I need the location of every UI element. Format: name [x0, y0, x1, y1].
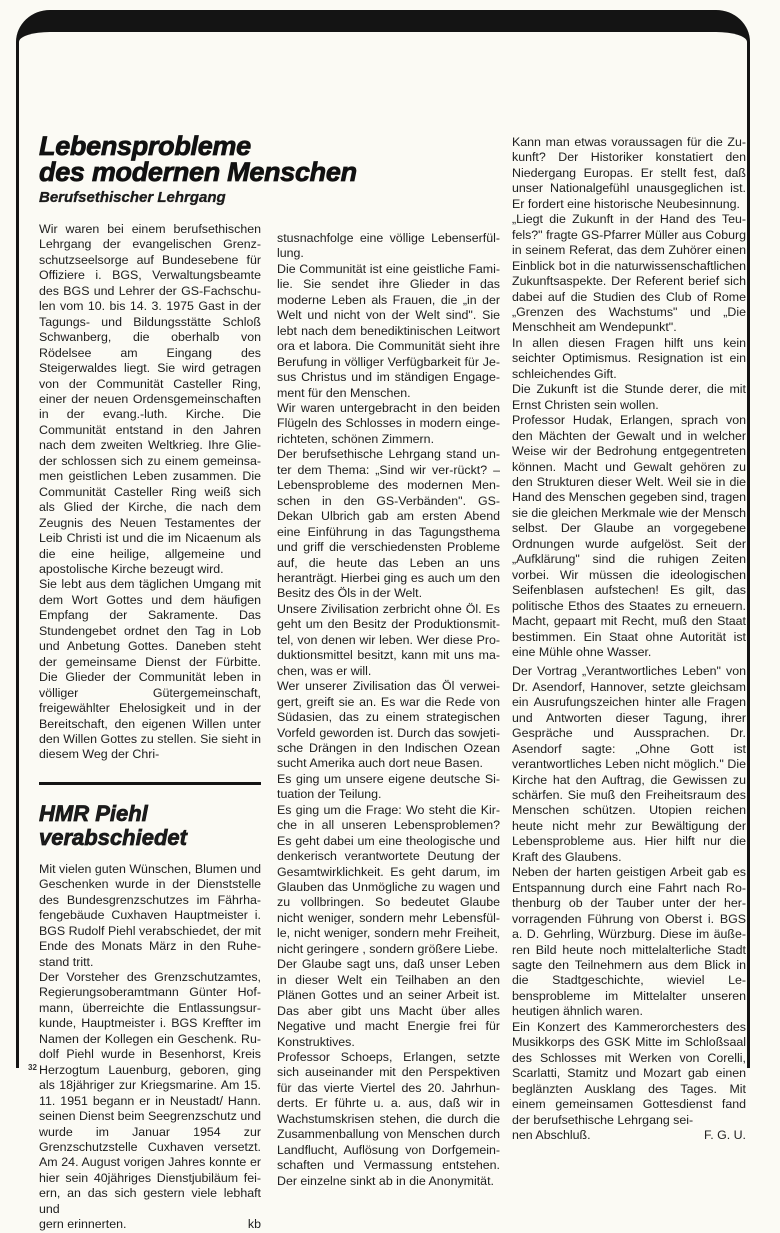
article2-closing-line [39, 1217, 261, 1232]
paragraph: Es ging um die Frage: Wo steht die Kirche in all unseren Lebensproblemen? Es geht dabei um eine theologische und denkerisch verantwortete Deutung der Gesamtwirklichkeit. Es geht darum, im Glauben das Unmögliche zu wagen und zu vollbringen. So bedeutet Glaube nicht weniger, sondern mehr Lebensfülle, nicht weniger, sondern mehr Freiheit, nicht geringere , sondern größere Liebe. [277, 802, 500, 956]
article-headline [39, 131, 357, 187]
paragraph: Die Zukunft ist die Stunde derer, die mit Ernst Christen sein wollen. [512, 382, 746, 412]
paragraph: Kann man etwas voraussagen für die Zukunft? Der Historiker konstatiert den Niedergang Europas. Er stellt fest, daß unser Nationalgefühl unausgeglichen ist. Er fordert eine historische Neubesinnung. [512, 135, 746, 211]
paragraph: Ein Konzert des Kammerorchesters des Musikkorps des GSK Mitte im Schloßsaal des Schlosses mit Werken von Corelli, Scarlatti, Stamitz und Mozart gab einen beglänzten Ausklang des Tages. Mit einem gemeinsamen Gottesdienst fand der berufsethische Lehrgang sei- [512, 1019, 746, 1127]
paragraph: Wir waren untergebracht in den beiden Flügeln des Schlosses in modern eingerichteten, schönen Zimmern. [277, 400, 500, 446]
paragraph: Sie lebt aus dem täglichen Umgang mit dem Wort Gottes und dem häufigen Empfang der Sakramente. Das Stundengebet ordnet den Tag in Lob und Anbetung Gottes. Daneben steht der gemeinsame Dienst der Fürbitte. Die Glieder der Communität leben in völliger Gütergemeinschaft, freigewählter Ehelosigkeit und in der Bereitschaft, den eigenen Willen unter den Willen Gottes zu stellen. Sie sieht in diesem Weg der Chri- [39, 577, 261, 762]
paragraph: Der Vorsteher des Grenzschutzamtes, Regierungsoberamtmann Günter Hofmann, überreichte die Entlassungsurkunde, Hauptmeister i. BGS Kreffter im Namen der Kollegen ein Geschenk. Rudolf Piehl wurde in Besenhorst, Kreis Herzogtum Lauenburg, geboren, ging als 18jähriger zur Kriegsmarine. Am 15. 11. 1951 begann er in Neustadt/ Hann. seinen Dienst beim Seegrenzschutz und wurde im Januar 1954 zur Grenzschutzstelle Cuxhaven versetzt. Am 24. August vorigen Jahres konnte er hier sein 40jähriges Dienstjubiläum feiern, an das sich gestern viele lebhaft und [39, 970, 261, 1216]
paragraph: Es ging um unsere eigene deutsche Situation der Teilung. [277, 771, 500, 802]
article2-headline [39, 802, 261, 850]
column-2 [277, 231, 500, 1189]
headline-line-1: HMR Piehl [39, 800, 148, 826]
paragraph: „Liegt die Zukunft in der Hand des Teufels?" fragte GS-Pfarrer Müller aus Coburg in seinem Referat, das dem Zuhörer einen Einblick bot in die naturwissenschaftlichen Zukunftsaspekte. Der Referent berief sich dabei auf die Studien des Club of Rome „Grenzen des Wachstums" und „Die Menschheit am Wendepunkt". [512, 212, 746, 335]
page-number: 32 [28, 1063, 37, 1072]
paragraph: Professor Schoeps, Erlangen, setzte sich auseinander mit den Perspektiven für das vierte Viertel des 20. Jahrhunderts. Er führte u. a. aus, daß wir in Wachstumskrisen stehen, die durch die Zusammenballung von Menschen durch Landflucht, Auflösung von Dorfgemeinschaften und Vermassung entstehen. Der einzelne sinkt ab in die Anonymität. [277, 1050, 500, 1188]
paragraph: stusnachfolge eine völlige Lebenserfüllung. [277, 231, 500, 261]
paragraph: Unsere Zivilisation zerbricht ohne Öl. Es geht um den Besitz der Produktionsmittel, von denen wir leben. Wer diese Produktionsmittel besitzt, kann mit uns machen, was er will. [277, 601, 500, 678]
last-line: gern erinnerten. [39, 1217, 127, 1232]
paragraph: Professor Hudak, Erlangen, sprach von den Mächten der Gewalt und in welcher Weise wir der Bedrohung entgegentreten können. Macht und Gewalt gehören zu den Strukturen dieser Welt. Weil sie in die Hand des Menschen gegeben sind, tragen sie die gleichen Merkmale wie der Mensch selbst. Der Glaube an vorgegebene Ordnungen wurde aufgelöst. Seit der „Aufklärung" sind die ruhigen Zeiten vorbei. Wir müssen die ideologischen Seifenblasen aufstechen! Es gilt, das politische Ethos des Staates zu erneuern. Macht, gepaart mit Recht, muß den Staat bestimmen. Ein Staat ohne Autorität ist eine Mühle ohne Wasser. [512, 413, 746, 659]
article1-closing-line [512, 1128, 746, 1143]
paragraph: Mit vielen guten Wünschen, Blumen und Geschenken wurde in der Dienststelle des Bundesgrenzschutzes im Fährhafengebäude Cuxhaven Hauptmeister i. BGS Rudolf Piehl verabschiedet, der mit Ende des Monats März in den Ruhestand tritt. [39, 861, 261, 969]
article-subheadline: Berufsethischer Lehrgang [39, 189, 226, 206]
paragraph: Die Communität ist eine geistliche Familie. Sie sendet ihre Glieder in das moderne Leben als Frauen, die „in der Welt und nicht von der Welt sind". Sie lebt nach dem benediktinischen Leitwort ora et labora. Die Communität sieht ihre Berufung in völliger Verfügbarkeit für Jesus Christus und im ständigen Engagement für den Menschen. [277, 261, 500, 400]
author-signature: kb [247, 1217, 261, 1232]
column-1 [39, 131, 357, 1233]
headline-line-1: Lebensprobleme [39, 131, 251, 161]
paragraph: In allen diesen Fragen hilft uns kein seichter Optimismus. Resignation ist ein schleichendes Gift. [512, 335, 746, 381]
headline-line-2: verabschiedet [39, 824, 187, 850]
column-3 [512, 135, 746, 1143]
paragraph: Wer unserer Zivilisation das Öl verweigert, greift sie an. Es war die Rede von Südasien, das zu einem strategischen Vorfeld geworden ist. Durch das sowjetische Drängen in den Indischen Ozean sucht Amerika auch dort neue Basen. [277, 679, 500, 771]
headline-line-2: des modernen Menschen [39, 157, 357, 187]
author-signature: F. G. U. [704, 1128, 746, 1142]
paragraph: Der Glaube sagt uns, daß unser Leben in dieser Welt ein Teilhaben an den Plänen Gottes und an seiner Arbeit ist. Das aber gibt uns Macht über alles Negative und macht Energie frei für Konstruktives. [277, 957, 500, 1049]
article-divider [39, 782, 261, 785]
last-line: nen Abschluß. [512, 1128, 591, 1142]
paragraph: Der berufsethische Lehrgang stand unter dem Thema: „Sind wir ver-rückt? – Lebensprobleme des modernen Menschen in den GS-Verbänden". GS-Dekan Ulbrich gab am ersten Abend eine Einführung in das Tagungsthema und griff die verschiedensten Probleme auf, die heute das Leben an uns heranträgt. Hierbei ging es auch um den Besitz des Öls in der Welt. [277, 447, 500, 601]
paragraph: Der Vortrag „Verantwortliches Leben" von Dr. Asendorf, Hannover, setzte gleichsam ein Ausrufungszeichen hinter alle Fragen und Antworten dieser Tagung, ihrer Gespräche und Aussprachen. Dr. Asendorf sagte: „Ohne Gott ist verantwortliches Leben nicht möglich." Die Kirche hat den Auftrag, die Gewissen zu schärfen. Sie muß den Freiheitsraum des Menschen schützen. Utopien reichen heute nicht mehr zur Bewältigung der Lebensprobleme aus. Hier hilft nur die Kraft des Glaubens. [512, 664, 746, 864]
paragraph: Wir waren bei einem berufsethischen Lehrgang der evangelischen Grenzschutzseelsorge auf Bundesebene für Offiziere i. BGS, Verwaltungsbeamte des BGS und Lehrer der GS-Fachschulen vom 10. bis 14. 3. 1975 Gast in der Tagungs- und Bildungsstätte Schloß Schwanberg, die oberhalb von Rödelsee am Eingang des Steigerwaldes liegt. Sie wird getragen von der Communität Casteller Ring, einer der neuen Ordensgemeinschaften in der evang.-luth. Kirche. Die Communität entstand in den Jahren nach dem zweiten Weltkrieg. Ihre Glieder schlossen sich zu einem gemeinsamen geistlichen Leben zusammen. Die Communität Casteller Ring weiß sich als Glied der Kirche, die nach dem Zeugnis des Neuen Testamentes der Leib Christi ist und die im Nicaenum als die eine heilige, allgemeine und apostolische Kirche bezeugt wird. [39, 222, 261, 576]
paragraph: Neben der harten geistigen Arbeit gab es Entspannung durch eine Fahrt nach Rothenburg ob der Tauber unter der hervorragenden Führung von Oberst i. BGS a. D. Gehrling, Würzburg. Diese im äußeren Bild heute noch mittelalterliche Stadt sagte den Teilnehmern aus dem Blick in die Stadtgeschichte, wieviel Lebensprobleme im Mittelalter unseren heutigen ähnlich waren. [512, 865, 746, 1019]
